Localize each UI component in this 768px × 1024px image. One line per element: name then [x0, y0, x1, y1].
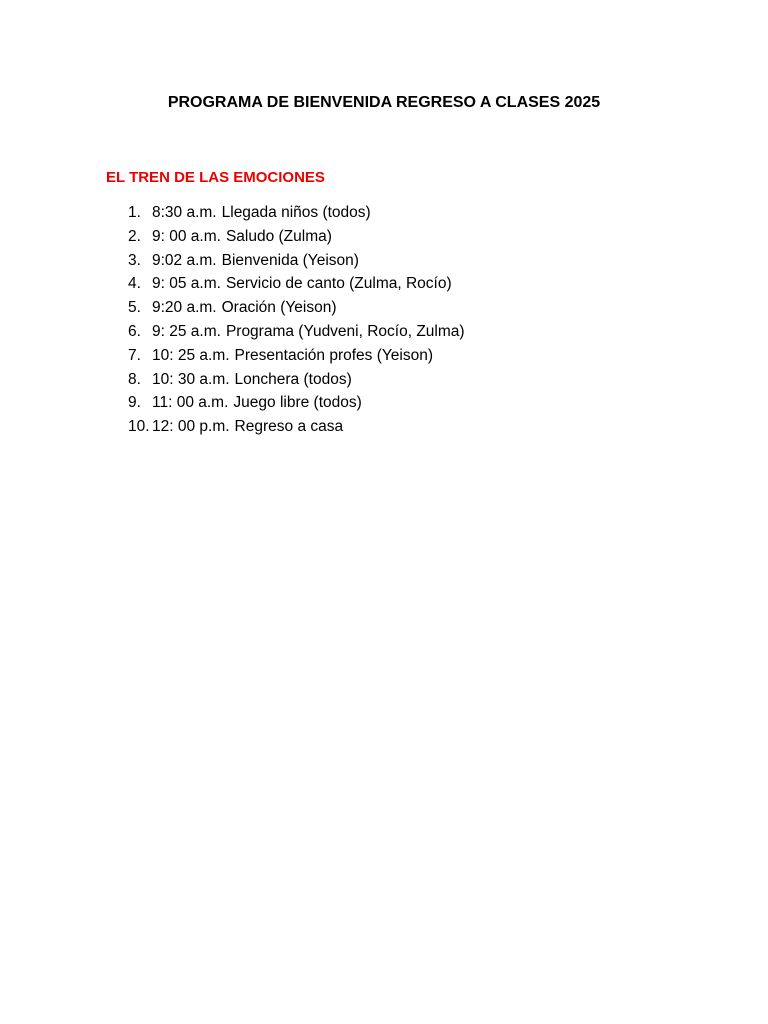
schedule-list [128, 201, 465, 439]
list-item [128, 344, 465, 368]
list-item [128, 272, 465, 296]
item-number: 8. [128, 370, 141, 388]
list-item [128, 201, 465, 225]
item-number: 1. [128, 204, 141, 221]
item-activity: Llegada niños (todos) [221, 204, 371, 221]
item-number: 2. [128, 227, 141, 245]
item-number: 6. [128, 322, 141, 340]
list-item [128, 391, 465, 415]
item-time: 10: 30 a.m. [152, 370, 230, 388]
item-number: 3. [128, 251, 141, 269]
item-number: 5. [128, 299, 141, 317]
item-number: 9. [128, 394, 141, 412]
list-item [128, 249, 465, 273]
item-activity: Programa (Yudveni, Rocío, Zulma) [225, 322, 465, 340]
item-number: 10. [128, 418, 150, 436]
item-activity: Servicio de canto (Zulma, Rocío) [225, 275, 452, 293]
item-number: 4. [128, 275, 141, 293]
section-title: EL TREN DE LAS EMOCIONES [106, 169, 325, 186]
item-time: 10: 25 a.m. [152, 346, 230, 364]
item-time: 9:02 a.m. [152, 251, 217, 269]
list-item [128, 225, 465, 249]
item-activity: Saludo (Zulma) [225, 227, 332, 245]
list-item [128, 320, 465, 344]
document-title: PROGRAMA DE BIENVENIDA REGRESO A CLASES 2025 [167, 94, 601, 111]
item-time: 12: 00 p.m. [152, 418, 230, 436]
list-item [128, 415, 465, 439]
list-item [128, 368, 465, 392]
item-time: 9: 05 a.m. [152, 275, 221, 293]
item-number: 7. [128, 346, 141, 364]
list-item [128, 296, 465, 320]
item-activity: Lonchera (todos) [234, 370, 352, 388]
item-activity: Regreso a casa [234, 418, 344, 436]
item-activity: Oración (Yeison) [221, 299, 337, 317]
item-time: 11: 00 a.m. [152, 394, 229, 412]
item-activity: Juego libre (todos) [233, 394, 362, 412]
item-time: 9: 25 a.m. [152, 322, 221, 340]
item-time: 9: 00 a.m. [152, 227, 221, 245]
item-activity: Bienvenida (Yeison) [221, 251, 359, 269]
item-time: 8:30 a.m. [152, 204, 217, 221]
item-activity: Presentación profes (Yeison) [234, 346, 434, 364]
item-time: 9:20 a.m. [152, 299, 217, 317]
